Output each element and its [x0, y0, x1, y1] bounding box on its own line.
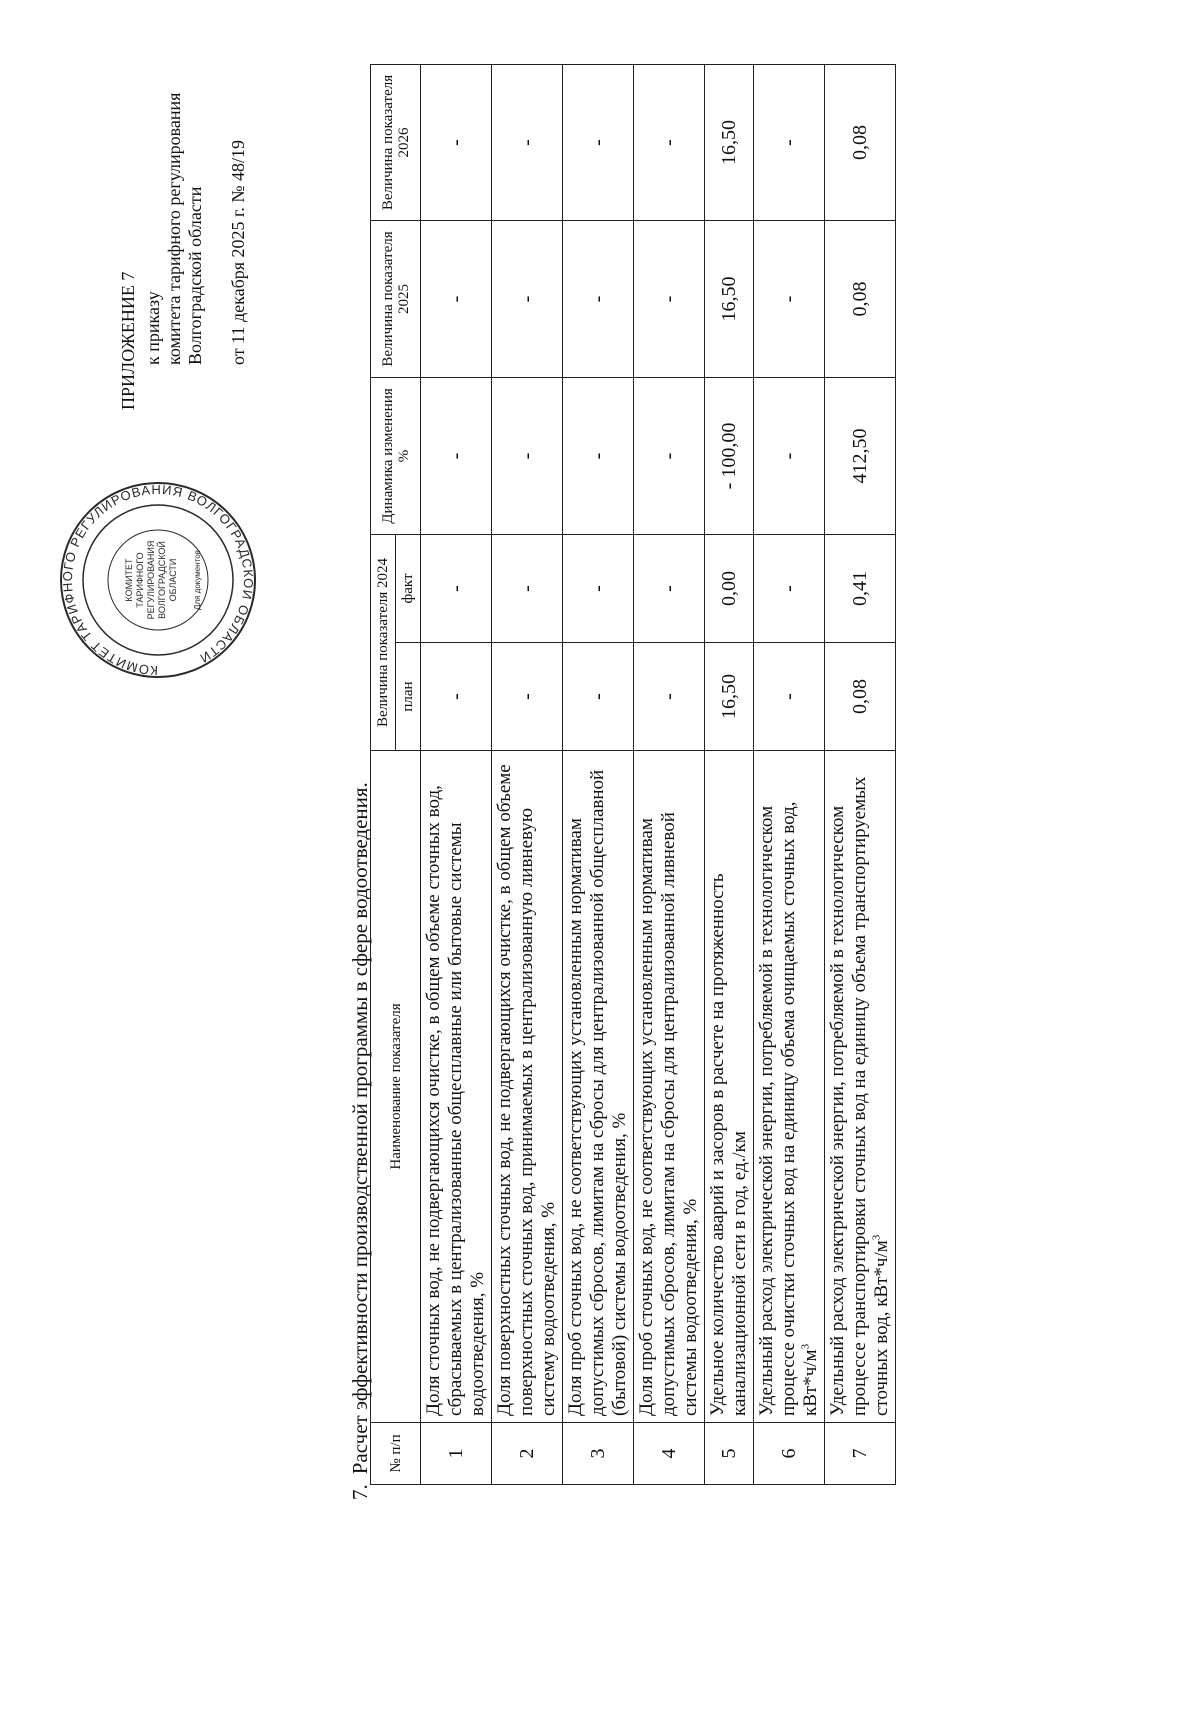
cell-value-2026-text: -	[516, 139, 538, 146]
cell-dynamics-text: -	[516, 452, 538, 460]
cell-plan-2024	[705, 643, 754, 751]
cell-dynamics-text: 412,50	[849, 428, 871, 484]
cell-num-text: 3	[587, 1448, 609, 1459]
appendix-line-committee: комитета тарифного регулирования	[164, 92, 184, 365]
cell-fact-2024	[705, 534, 754, 642]
section-number: 7.	[348, 1484, 372, 1500]
svg-text:КОМИТЕТ ТАРИФНОГО РЕГУЛИРОВАНИ: КОМИТЕТ ТАРИФНОГО РЕГУЛИРОВАНИЯ ВОЛГОГРАДСКОЙ ОБЛАСТИ	[59, 481, 257, 679]
cell-num-text: 7	[849, 1448, 871, 1459]
cell-plan-2024-text: -	[778, 693, 800, 700]
seal-inner-line: ВОЛГОГРАДСКОЙ	[157, 541, 167, 619]
cell-plan-2024	[421, 643, 492, 751]
appendix-line-region: Волгоградской области	[185, 186, 205, 365]
cell-name-text: Доля проб сточных вод, не соответствующих установленным нормативам допустимых сбросов, лимитам на сбросы для централизованной ливневой системы водоотведения, %	[636, 812, 701, 1416]
cell-plan-2024	[634, 643, 705, 751]
table-row	[634, 64, 705, 1484]
cell-value-2025-text: -	[445, 295, 467, 303]
cell-dynamics-text: -	[587, 452, 609, 460]
cell-num	[563, 1423, 634, 1485]
cell-fact-2024-text: -	[658, 585, 680, 592]
header-value-2024: Величина показателя 2024	[371, 534, 396, 750]
cell-num-text: 5	[718, 1448, 740, 1459]
table-row	[563, 64, 634, 1484]
cell-dynamics-text: -	[658, 452, 680, 460]
cell-plan-2024	[563, 643, 634, 751]
cell-value-2025-text: -	[516, 295, 538, 303]
cell-num	[825, 1423, 896, 1485]
cell-dynamics	[634, 377, 705, 534]
cell-plan-2024	[825, 643, 896, 751]
cell-name-text: Доля проб сточных вод, не соответствующих установленным нормативам допустимых сбросов, лимитам на сбросы для централизованной общесплавной (бытовой) системы водоотведения, %	[565, 769, 630, 1416]
cell-dynamics	[492, 377, 563, 534]
cell-num	[492, 1423, 563, 1485]
cell-name	[634, 751, 705, 1423]
table-row	[825, 64, 896, 1484]
cell-name	[705, 751, 754, 1423]
cell-value-2025-text: -	[587, 295, 609, 303]
cell-value-2025	[492, 220, 563, 377]
seal-inner-line: ТАРИФНОГО	[135, 552, 145, 608]
cell-fact-2024-text: 0,00	[718, 571, 740, 606]
cell-value-2025	[563, 220, 634, 377]
table-header-row	[371, 64, 396, 1484]
cell-fact-2024-text: -	[445, 585, 467, 592]
header-value-2026: Величина показателя 2026	[371, 64, 421, 220]
cell-plan-2024	[754, 643, 825, 751]
cell-name-text: Удельный расход электрической энергии, потребляемой в технологическом процессе транспортировки сточных вод на единицу объема транспортируемых сточных вод, кВт*ч/м	[827, 776, 892, 1416]
header-value-2025: Величина показателя 2025	[371, 220, 421, 377]
cell-value-2026-text: 16,50	[718, 119, 740, 165]
cell-name	[421, 751, 492, 1423]
cell-fact-2024-text: 0,41	[849, 571, 871, 606]
cell-name-text: Доля поверхностных сточных вод, не подвергающихся очистке, в общем объеме поверхностных сточных вод, принимаемых в централизованную ливневую систему водоотведения, %	[494, 764, 559, 1416]
unit-superscript: 3	[870, 1234, 883, 1241]
cell-value-2026	[634, 64, 705, 220]
appendix-title: ПРИЛОЖЕНИЕ 7	[118, 271, 138, 410]
header-fact: факт	[396, 534, 421, 642]
table-row	[492, 64, 563, 1484]
cell-value-2026	[825, 64, 896, 220]
cell-name	[825, 751, 896, 1423]
cell-num	[705, 1423, 754, 1485]
cell-plan-2024-text: -	[445, 693, 467, 700]
seal-inner-line: КОМИТЕТ	[124, 558, 134, 602]
cell-fact-2024	[492, 534, 563, 642]
cell-value-2026-text: -	[445, 139, 467, 146]
svg-text:Для документов: Для документов	[193, 550, 202, 610]
cell-num	[634, 1423, 705, 1485]
header-plan: план	[396, 643, 421, 751]
table-row	[754, 64, 825, 1484]
cell-fact-2024-text: -	[587, 585, 609, 592]
cell-fact-2024-text: -	[516, 585, 538, 592]
official-seal-stamp	[58, 480, 258, 680]
table-row	[421, 64, 492, 1484]
cell-value-2025-text: 16,50	[718, 276, 740, 322]
cell-num-text: 2	[516, 1448, 538, 1459]
cell-value-2026-text: 0,08	[849, 124, 871, 160]
efficiency-table	[370, 64, 896, 1485]
cell-value-2026-text: -	[778, 139, 800, 146]
table-row	[705, 64, 754, 1484]
cell-plan-2024-text: 0,08	[849, 679, 871, 714]
header-name: Наименование показателя	[371, 751, 421, 1423]
cell-fact-2024	[563, 534, 634, 642]
seal-inner-line: РЕГУЛИРОВАНИЯ	[146, 540, 156, 620]
cell-fact-2024	[825, 534, 896, 642]
cell-value-2026	[705, 64, 754, 220]
cell-value-2025-text: -	[778, 295, 800, 303]
cell-value-2026	[421, 64, 492, 220]
cell-dynamics-text: -	[445, 452, 467, 460]
cell-name-text: Доля сточных вод, не подвергающихся очистке, в общем объеме сточных вод, сбрасываемых в централизованные общесплавные или бытовые системы водоотведения, %	[423, 785, 488, 1416]
cell-plan-2024-text: 16,50	[718, 674, 740, 719]
cell-dynamics	[825, 377, 896, 534]
header-num: № п/п	[371, 1423, 421, 1485]
seal-inner-line: ОБЛАСТИ	[168, 558, 178, 602]
cell-dynamics	[563, 377, 634, 534]
cell-name-text: Удельное количество аварий и засоров в расчете на протяженность канализационной сети в год, ед./км	[707, 873, 750, 1416]
cell-num	[754, 1423, 825, 1485]
cell-fact-2024	[421, 534, 492, 642]
cell-fact-2024	[634, 534, 705, 642]
cell-value-2026	[563, 64, 634, 220]
cell-dynamics	[705, 377, 754, 534]
cell-fact-2024	[754, 534, 825, 642]
cell-num-text: 1	[445, 1448, 467, 1459]
cell-dynamics	[421, 377, 492, 534]
cell-value-2026	[754, 64, 825, 220]
cell-value-2025	[421, 220, 492, 377]
cell-num	[421, 1423, 492, 1485]
appendix-line-order: к приказу	[143, 291, 163, 365]
cell-value-2026-text: -	[658, 139, 680, 146]
cell-plan-2024	[492, 643, 563, 751]
cell-name	[492, 751, 563, 1423]
cell-name	[754, 751, 825, 1423]
cell-fact-2024-text: -	[778, 585, 800, 592]
cell-dynamics	[754, 377, 825, 534]
cell-value-2025-text: 0,08	[849, 281, 871, 317]
cell-value-2025-text: -	[658, 295, 680, 303]
cell-dynamics-text: - 100,00	[718, 422, 740, 490]
section-title-text: Расчет эффективности производственной программы в сфере водоотведения.	[348, 782, 372, 1475]
cell-num-text: 6	[778, 1448, 800, 1459]
table-body	[421, 64, 896, 1484]
cell-value-2025	[634, 220, 705, 377]
cell-value-2025	[754, 220, 825, 377]
cell-plan-2024-text: -	[658, 693, 680, 700]
appendix-line-date: от 11 декабря 2025 г. № 48/19	[228, 139, 248, 365]
cell-plan-2024-text: -	[516, 693, 538, 700]
cell-value-2026-text: -	[587, 139, 609, 146]
cell-name	[563, 751, 634, 1423]
cell-value-2025	[825, 220, 896, 377]
unit-superscript: 3	[799, 1343, 812, 1350]
cell-num-text: 4	[658, 1448, 680, 1459]
cell-value-2025	[705, 220, 754, 377]
cell-dynamics-text: -	[778, 452, 800, 460]
cell-name-text: Удельный расход электрической энергии, потребляемой в технологическом процессе очистки сточных вод на единицу объема очищаемых сточных вод, кВт*ч/м	[756, 801, 821, 1416]
cell-value-2026	[492, 64, 563, 220]
cell-plan-2024-text: -	[587, 693, 609, 700]
header-dynamics: Динамика изменения %	[371, 377, 421, 534]
